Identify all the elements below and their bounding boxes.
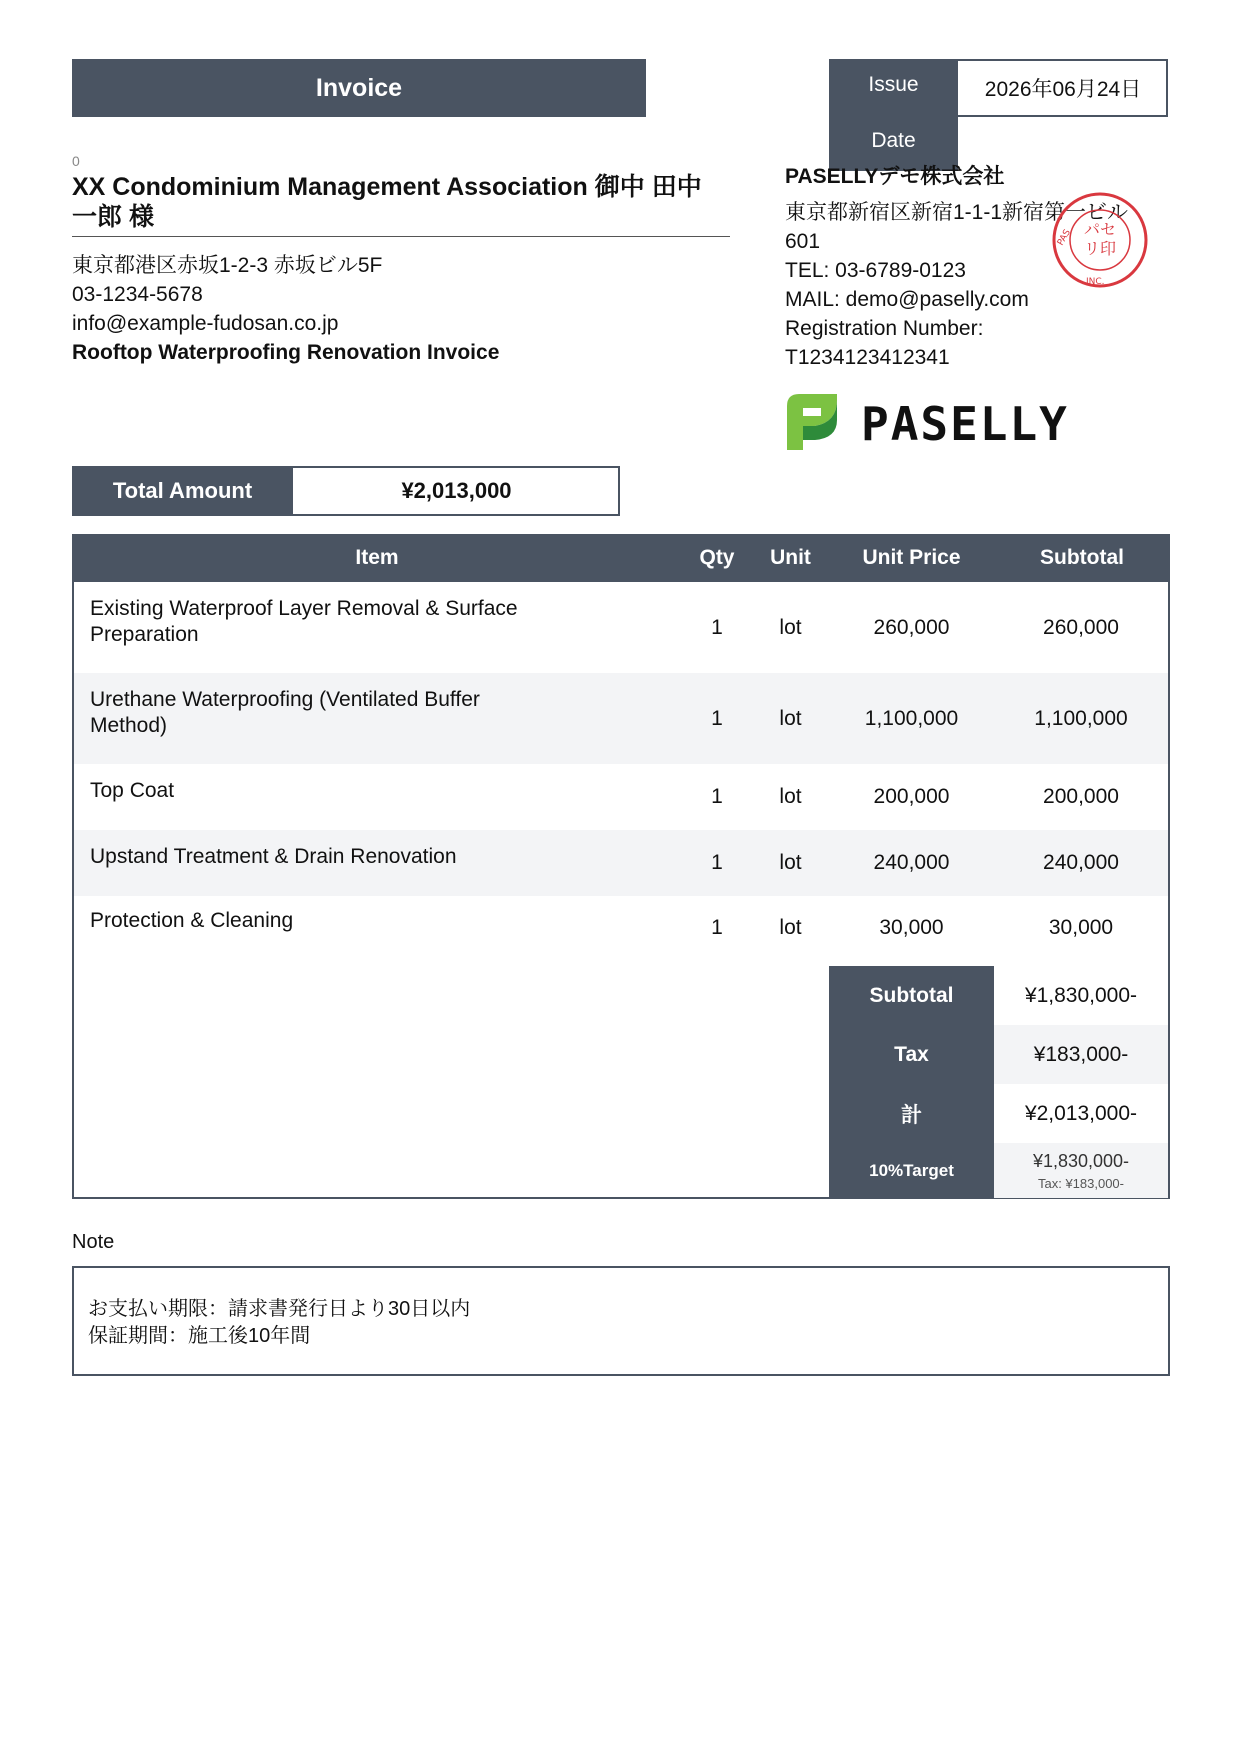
summary-subtotal-value: ¥1,830,000-: [1024, 983, 1138, 1007]
table-row: [74, 673, 1168, 764]
invoice-title: Invoice: [72, 59, 646, 117]
invoice-subject: Rooftop Waterproofing Renovation Invoice: [72, 341, 500, 364]
row-unit: lot: [779, 916, 802, 939]
note-line2: 保証期間：施工後10年間: [88, 1325, 311, 1347]
summary-target-tax: Tax: ¥183,000-: [1037, 1175, 1124, 1191]
note-line1: お支払い期限：請求書発行日より30日以内: [88, 1298, 471, 1320]
company-mail: MAIL: demo@paselly.com: [785, 288, 1029, 311]
row-qty: 1: [711, 615, 723, 639]
row-unit-price: 200,000: [873, 785, 950, 808]
header-unit-price: Unit Price: [862, 546, 961, 569]
table-row: [74, 764, 1168, 830]
issue-label-line1: Issue: [868, 73, 919, 96]
company-logo: [785, 390, 1125, 452]
summary-target-value: ¥1,830,000-: [1032, 1150, 1130, 1171]
row-subtotal: 200,000: [1043, 785, 1119, 808]
company-seal-stamp: [1050, 190, 1150, 290]
svg-text:PASELLY: PASELLY: [861, 397, 1069, 451]
client-address: 東京都港区赤坂1-2-3 赤坂ビル5F: [72, 254, 383, 277]
client-number: 0: [72, 153, 80, 169]
row-unit: lot: [779, 615, 802, 639]
issue-date-value: 2026年06月24日: [984, 78, 1142, 101]
svg-text:パセ: パセ: [1083, 220, 1117, 239]
row-item-line2: Preparation: [90, 623, 199, 646]
row-qty: 1: [711, 706, 723, 730]
total-amount-label: Total Amount: [72, 466, 293, 516]
svg-text:PAS: PAS: [1055, 228, 1073, 248]
header-item: Item: [355, 546, 399, 569]
row-subtotal: 240,000: [1043, 851, 1119, 874]
header-qty: Qty: [699, 546, 735, 569]
summary-target-label: 10%Target: [869, 1160, 954, 1180]
note-box: [72, 1266, 1170, 1376]
summary-subtotal-label: Subtotal: [869, 983, 954, 1007]
svg-text:INC.: INC.: [1086, 277, 1105, 287]
row-subtotal: 1,100,000: [1034, 706, 1128, 730]
row-unit-price: 30,000: [879, 916, 944, 939]
row-unit: lot: [779, 785, 802, 808]
row-item: [90, 687, 630, 747]
row-item: [90, 596, 630, 656]
company-tel: TEL: 03-6789-0123: [785, 259, 966, 282]
note-label: Note: [72, 1231, 115, 1253]
row-item: Upstand Treatment & Drain Renovation: [90, 845, 457, 868]
header-unit: Unit: [770, 546, 811, 569]
client-name: XX Condominium Management Association 御中 田中 一郎 様: [72, 173, 702, 231]
row-item: Top Coat: [90, 779, 175, 802]
row-qty: 1: [711, 916, 723, 939]
company-address-line2: 601: [785, 230, 821, 253]
row-qty: 1: [711, 851, 723, 874]
issue-label-line2: Date: [871, 129, 916, 152]
row-subtotal: 30,000: [1048, 916, 1114, 939]
registration-label: Registration Number:: [785, 317, 984, 340]
header-subtotal: Subtotal: [1040, 546, 1124, 569]
row-unit-price: 1,100,000: [864, 706, 959, 730]
company-name: PASELLYデモ株式会社: [785, 165, 1005, 188]
summary-tax-value: ¥183,000-: [994, 1025, 1168, 1084]
row-unit-price: 260,000: [873, 615, 950, 639]
row-unit: lot: [779, 706, 802, 730]
table-row: [74, 896, 1168, 960]
total-amount-value: ¥2,013,000: [401, 478, 512, 503]
client-divider: [72, 236, 730, 237]
summary-target-cell: [994, 1143, 1168, 1198]
registration-number: T1234123412341: [785, 346, 950, 369]
client-email: info@example-fudosan.co.jp: [72, 312, 339, 335]
summary-total-value: ¥2,013,000-: [1024, 1101, 1138, 1125]
row-unit-price: 240,000: [873, 851, 950, 874]
row-item-line1: Existing Waterproof Layer Removal & Surface: [90, 597, 518, 620]
row-subtotal: 260,000: [1043, 615, 1119, 639]
company-address-line1: 東京都新宿区新宿1-1-1新宿第一ビル: [785, 201, 1129, 224]
table-row: [74, 830, 1168, 896]
row-item-line2: Method): [90, 714, 168, 737]
client-phone: 03-1234-5678: [72, 283, 203, 306]
row-item: Protection & Cleaning: [90, 909, 294, 932]
summary-tax-label: Tax: [894, 1042, 929, 1066]
issue-date-label: [829, 59, 958, 171]
summary-total-label: 計: [901, 1103, 922, 1127]
svg-text:リ印: リ印: [1083, 239, 1117, 258]
row-qty: 1: [711, 785, 723, 808]
row-item-line1: Urethane Waterproofing (Ventilated Buffer: [90, 688, 480, 711]
table-row: [74, 582, 1168, 673]
row-unit: lot: [779, 851, 802, 874]
table-header: [72, 534, 1170, 582]
